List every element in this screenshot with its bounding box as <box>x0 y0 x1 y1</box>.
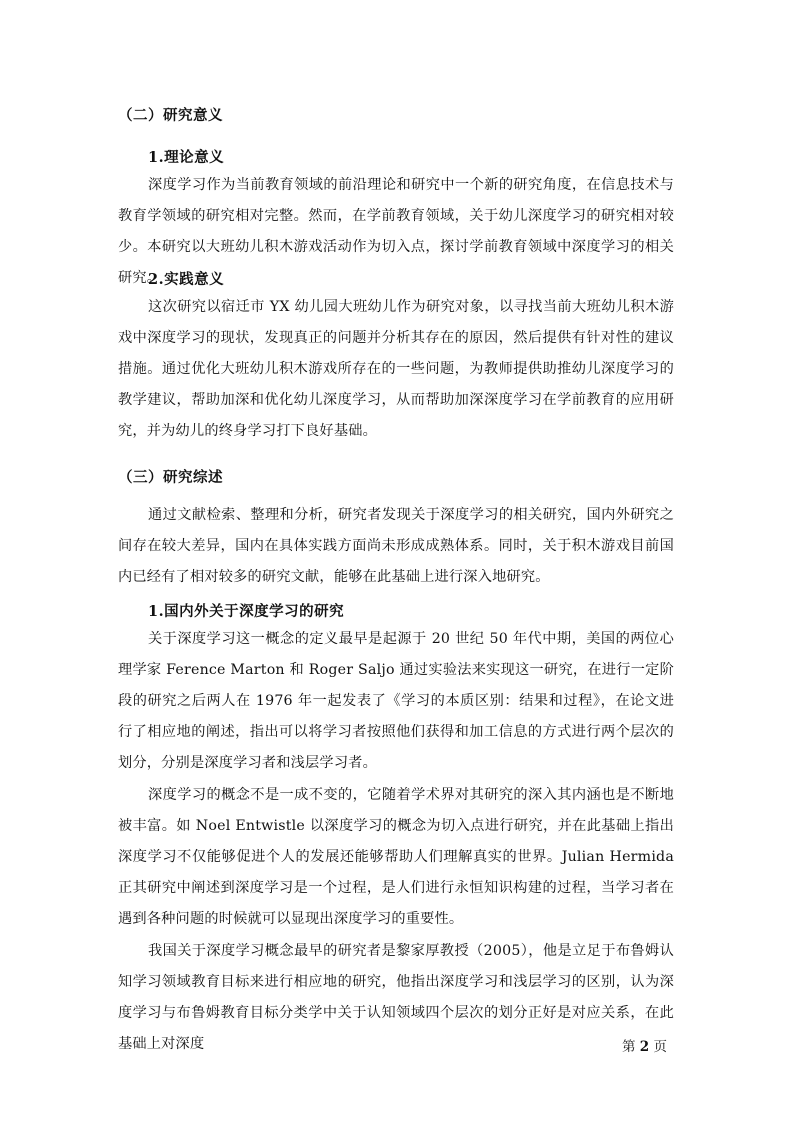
section-heading-significance: （二）研究意义 <box>118 107 223 124</box>
paragraph-domestic-research: 我国关于深度学习概念最早的研究者是黎家厚教授（2005），他是立足于布鲁姆认知学习领域教育目标来进行相应地的研究，他指出深度学习和浅层学习的区别，认为深度学习与布鲁姆教育目标分类学中关于认知领域四个层次的划分正好是对应关系，在此基础上对深度 <box>118 943 674 1052</box>
subheading-practical-significance: 2.实践意义 <box>148 271 225 288</box>
subheading-theoretical-significance: 1.理论意义 <box>148 149 225 166</box>
paragraph-literature-intro: 通过文献检索、整理和分析，研究者发现关于深度学习的相关研究，国内外研究之间存在较大差异，国内在具体实践方面尚未形成成熟体系。同时，关于积木游戏目前国内已经有了相对较多的研究文献，能够在此基础上进行深入地研究。 <box>118 507 674 585</box>
section-heading-literature-review: （三）研究综述 <box>118 469 223 486</box>
subheading-deep-learning-research: 1.国内外关于深度学习的研究 <box>148 603 345 620</box>
paragraph-deep-learning-origin: 关于深度学习这一概念的定义最早是起源于 20 世纪 50 年代中期，美国的两位心理学家 Ference Marton 和 Roger Saljo 通过实验法来实现这一研究，在进行一定阶段的研究之后两人在 1976 年一起发表了《学习的本质区别：结果和过程》，在论文进行了相应地的阐述，指出可以将学习者按照他们获得和加工信息的方式进行两个层次的划分，分别是深度学习者和浅层学习者。 <box>118 631 674 771</box>
page-number: 2 <box>639 1039 650 1055</box>
page-number-suffix: 页 <box>649 1039 667 1055</box>
paragraph-theoretical-significance: 深度学习作为当前教育领域的前沿理论和研究中一个新的研究角度，在信息技术与教育学领域的研究相对完整。然而，在学前教育领域，关于幼儿深度学习的研究相对较少。本研究以大班幼儿积木游戏活动作为切入点，探讨学前教育领域中深度学习的相关研究。 <box>118 177 674 286</box>
paragraph-practical-significance: 这次研究以宿迁市 YX 幼儿园大班幼儿作为研究对象，以寻找当前大班幼儿积木游戏中深度学习的现状，发现真正的问题并分析其存在的原因，然后提供有针对性的建议措施。通过优化大班幼儿积木游戏所存在的一些问题，为教师提供助推幼儿深度学习的教学建议，帮助加深和优化幼儿深度学习，从而帮助加深深度学习在学前教育的应用研究，并为幼儿的终身学习打下良好基础。 <box>118 299 674 439</box>
page-number-footer <box>622 1035 667 1055</box>
page-number-prefix: 第 <box>622 1039 640 1055</box>
paragraph-deep-learning-concept: 深度学习的概念不是一成不变的，它随着学术界对其研究的深入其内涵也是不断地被丰富。如 Noel Entwistle 以深度学习的概念为切入点进行研究，并在此基础上指出深度学习不仅能够促进个人的发展还能够帮助人们理解真实的世界。Julian Hermida 正其研究中阐述到深度学习是一个过程，是人们进行永恒知识构建的过程，当学习者在遇到各种问题的时候就可以显现出深度学习的重要性。 <box>118 787 674 927</box>
